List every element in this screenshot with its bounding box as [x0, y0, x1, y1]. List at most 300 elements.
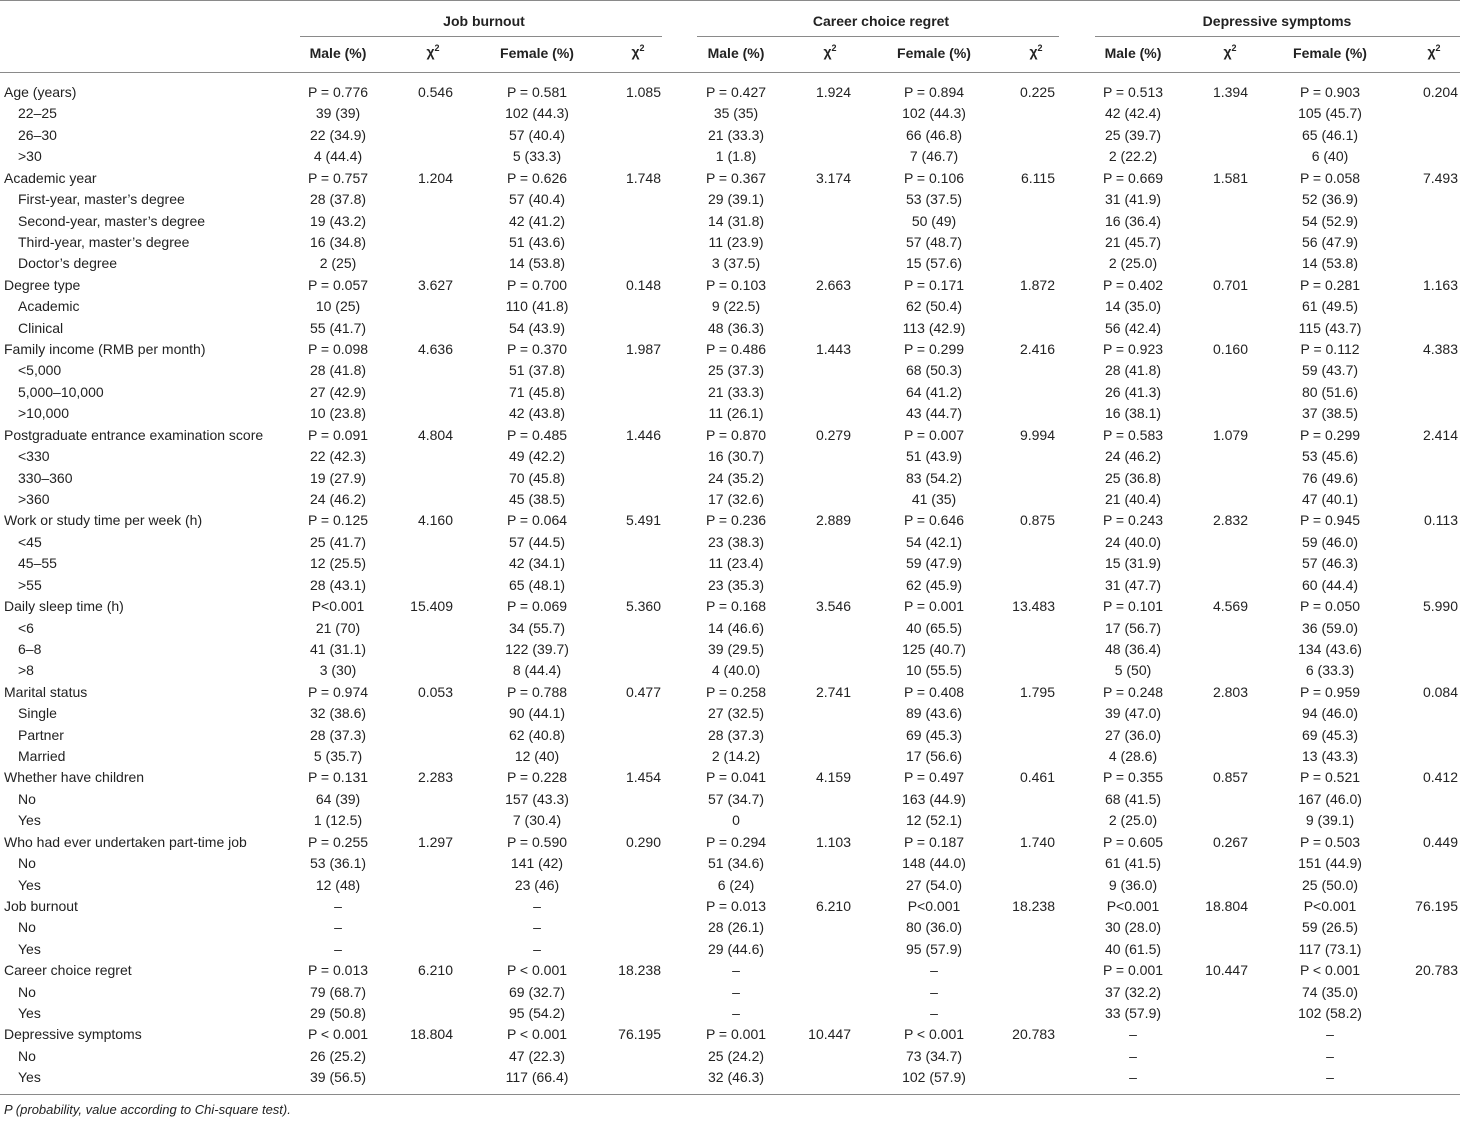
table-cell: 4.636 [417, 341, 453, 358]
table-row [0, 682, 1460, 703]
row-label: Postgraduate entrance examination score [4, 426, 264, 443]
table-cell: 51 (34.6) [707, 855, 765, 872]
table-cell: 9 (36.0) [1108, 876, 1158, 893]
table-cell: – [732, 983, 740, 1000]
table-cell: 10 (25) [315, 298, 361, 315]
table-row [0, 403, 1460, 424]
row-label: <6 [18, 619, 34, 636]
table-cell: P = 0.103 [705, 276, 767, 293]
table-cell: 2.832 [1212, 512, 1248, 529]
table-cell: 21 (33.3) [707, 126, 765, 143]
table-cell: 3.174 [815, 169, 851, 186]
table-cell: – [334, 919, 342, 936]
table-cell: 56 (42.4) [1104, 319, 1162, 336]
table-cell: 39 (39) [315, 105, 361, 122]
table-cell: 12 (25.5) [309, 555, 367, 572]
row-label: >10,000 [18, 405, 69, 422]
table-cell: 1 (12.5) [313, 812, 363, 829]
col-header-jb-male-chi: $\chi^2$ [426, 43, 440, 60]
table-row [0, 982, 1460, 1003]
table-cell: 25 (24.2) [707, 1047, 765, 1064]
table-cell: 65 (48.1) [508, 576, 566, 593]
table-cell: 134 (43.6) [1298, 640, 1362, 657]
table-cell: 71 (45.8) [508, 383, 566, 400]
table-cell: 29 (50.8) [309, 1005, 367, 1022]
table-cell: 28 (41.8) [1104, 362, 1162, 379]
table-cell: 53 (36.1) [309, 855, 367, 872]
table-cell: 68 (50.3) [905, 362, 963, 379]
table-cell: P = 0.125 [307, 512, 369, 529]
table-cell: 14 (31.8) [707, 212, 765, 229]
table-cell: 16 (36.4) [1104, 212, 1162, 229]
table-cell: 59 (26.5) [1301, 919, 1359, 936]
table-cell: – [930, 983, 938, 1000]
row-label: Yes [18, 1069, 41, 1086]
row-label: <330 [18, 448, 50, 465]
group-header-career-choice-regret: Career choice regret [812, 13, 950, 29]
table-cell: 2 (22.2) [1108, 148, 1158, 165]
table-cell: 9 (22.5) [711, 298, 761, 315]
table-cell: P = 0.058 [1299, 169, 1361, 186]
table-row [0, 746, 1460, 767]
table-cell: – [533, 940, 541, 957]
table-row [0, 896, 1460, 917]
table-cell: 57 (44.5) [508, 533, 566, 550]
table-cell: 1.079 [1212, 426, 1248, 443]
table-cell: 7.493 [1422, 169, 1458, 186]
table-cell: 28 (37.3) [309, 726, 367, 743]
table-cell: P = 0.171 [903, 276, 965, 293]
table-cell: 15 (31.9) [1104, 555, 1162, 572]
table-cell: P = 0.788 [506, 683, 568, 700]
table-cell: 54 (52.9) [1301, 212, 1359, 229]
row-label: Doctor’s degree [18, 255, 118, 272]
table-cell: 13 (43.3) [1301, 748, 1359, 765]
table-row [0, 253, 1460, 274]
table-cell: P = 0.091 [307, 426, 369, 443]
table-cell: 7 (30.4) [512, 812, 562, 829]
table-cell: 27 (54.0) [905, 876, 963, 893]
row-label: >55 [18, 576, 42, 593]
table-row [0, 103, 1460, 124]
table-cell: P = 0.408 [903, 683, 965, 700]
table-cell: 0.204 [1422, 84, 1458, 100]
table-row [0, 168, 1460, 189]
table-cell: 102 (58.2) [1298, 1005, 1362, 1022]
table-cell: P = 0.050 [1299, 598, 1361, 615]
table-cell: 60 (44.4) [1301, 576, 1359, 593]
table-cell: 95 (54.2) [508, 1005, 566, 1022]
table-cell: 62 (50.4) [905, 298, 963, 315]
table-row [0, 789, 1460, 810]
table-cell: 26 (25.2) [309, 1047, 367, 1064]
table-cell: 17 (32.6) [707, 490, 765, 507]
table-cell: 25 (39.7) [1104, 126, 1162, 143]
table-cell: 0.857 [1212, 769, 1248, 786]
table-cell: 0.148 [625, 276, 661, 293]
row-label: Degree type [4, 276, 81, 293]
table-cell: 42 (41.2) [508, 212, 566, 229]
table-cell: 62 (45.9) [905, 576, 963, 593]
table-cell: – [930, 1005, 938, 1022]
table-row [0, 360, 1460, 381]
table-cell: 57 (34.7) [707, 790, 765, 807]
table-cell: P = 0.646 [903, 512, 965, 529]
table-cell: 35 (35) [713, 105, 759, 122]
row-label: Second-year, master’s degree [18, 212, 206, 229]
table-row [0, 553, 1460, 574]
table-cell: P = 0.299 [903, 341, 965, 358]
table-cell: 64 (39) [315, 790, 361, 807]
table-row [0, 125, 1460, 146]
group-underline-depressive-symptoms [1095, 36, 1460, 37]
table-cell: P = 0.486 [705, 341, 767, 358]
table-cell: 5.990 [1422, 598, 1458, 615]
table-cell: 11 (26.1) [708, 405, 764, 422]
table-cell: 27 (32.5) [707, 705, 765, 722]
table-cell: 80 (36.0) [905, 919, 963, 936]
table-cell: 28 (37.3) [707, 726, 765, 743]
footnote: P (probability, value according to Chi-square test). [4, 1102, 291, 1117]
table-cell: 102 (57.9) [902, 1069, 966, 1086]
col-header-ccr-female-chi: $\chi^2$ [1029, 43, 1043, 60]
table-cell: 39 (47.0) [1104, 705, 1162, 722]
table-row [0, 318, 1460, 339]
table-cell: P = 0.281 [1299, 276, 1361, 293]
table-cell: P = 0.001 [1102, 962, 1164, 979]
table-cell: 110 (41.8) [505, 298, 569, 315]
table-cell: 53 (37.5) [905, 191, 963, 208]
table-cell: 151 (44.9) [1298, 855, 1362, 872]
table-cell: P = 0.513 [1102, 84, 1164, 100]
table-cell: 163 (44.9) [902, 790, 966, 807]
table-cell: 45 (38.5) [508, 490, 566, 507]
col-header-jb-female: Female (%) [500, 45, 574, 61]
table-cell: P = 0.294 [705, 833, 767, 850]
table-cell: 2.663 [815, 276, 851, 293]
table-cell: 57 (40.4) [508, 191, 566, 208]
row-label: First-year, master’s degree [18, 191, 185, 208]
table-cell: 105 (45.7) [1298, 105, 1362, 122]
row-label: Depressive symptoms [4, 1026, 142, 1043]
table-cell: 52 (36.9) [1301, 191, 1359, 208]
table-cell: 76.195 [618, 1026, 661, 1043]
table-cell: 39 (29.5) [707, 640, 765, 657]
table-cell: 157 (43.3) [505, 790, 569, 807]
table-cell: 47 (40.1) [1301, 490, 1359, 507]
table-cell: P = 0.131 [307, 769, 369, 786]
table-cell: 32 (38.6) [309, 705, 367, 722]
table-cell: 57 (48.7) [905, 233, 963, 250]
table-cell: 2 (25.0) [1108, 812, 1158, 829]
table-cell: 17 (56.6) [905, 748, 963, 765]
table-cell: – [1326, 1026, 1334, 1043]
table-cell: P < 0.001 [307, 1026, 369, 1043]
table-cell: 83 (54.2) [905, 469, 963, 486]
table-row [0, 596, 1460, 617]
table-cell: 117 (73.1) [1298, 940, 1362, 957]
table-cell: P = 0.959 [1299, 683, 1361, 700]
table-row [0, 917, 1460, 938]
table-cell: 23 (46) [514, 876, 560, 893]
table-cell: 36 (59.0) [1301, 619, 1359, 636]
table-row [0, 82, 1460, 103]
table-cell: 2.283 [417, 769, 453, 786]
table-cell: 0.225 [1019, 84, 1055, 100]
table-cell: 1.204 [417, 169, 453, 186]
table-cell: 51 (43.6) [508, 233, 566, 250]
table-cell: 5 (33.3) [512, 148, 562, 165]
table-cell: 0.875 [1019, 512, 1055, 529]
table-cell: P = 0.001 [705, 1026, 767, 1043]
table-cell: 0.160 [1212, 341, 1248, 358]
table-cell: 1.446 [625, 426, 661, 443]
table-row [0, 425, 1460, 446]
table-cell: 2 (25) [319, 255, 357, 272]
group-header-job-burnout: Job burnout [443, 13, 525, 29]
table-cell: 6.210 [815, 897, 851, 914]
table-cell: 76.195 [1415, 897, 1458, 914]
table-cell: 79 (68.7) [309, 983, 367, 1000]
table-cell: P = 0.757 [307, 169, 369, 186]
table-cell: 66 (46.8) [905, 126, 963, 143]
row-label: Married [18, 748, 66, 765]
table-cell: 24 (46.2) [1104, 448, 1162, 465]
table-cell: 48 (36.3) [707, 319, 765, 336]
table-cell: P = 0.903 [1299, 84, 1361, 100]
table-cell: 2.889 [815, 512, 851, 529]
row-label: Academic [18, 298, 80, 315]
table-cell: 30 (28.0) [1104, 919, 1162, 936]
col-header-ds-male-chi: $\chi^2$ [1223, 43, 1237, 60]
table-cell: 20.783 [1415, 962, 1458, 979]
table-cell: P = 0.367 [705, 169, 767, 186]
row-label: No [18, 855, 36, 872]
table-cell: 6 (40) [1311, 148, 1349, 165]
table-cell: 1.748 [625, 169, 661, 186]
table-cell: 22 (42.3) [309, 448, 367, 465]
table-cell: P = 0.355 [1102, 769, 1164, 786]
row-label: Clinical [18, 319, 64, 336]
group-underline-career-choice-regret [697, 36, 1059, 37]
table-cell: 0 [732, 812, 740, 829]
table-cell: 1.163 [1422, 276, 1458, 293]
table-cell: 5 (50) [1114, 662, 1152, 679]
table-cell: P<0.001 [1303, 897, 1357, 914]
table-cell: P = 0.583 [1102, 426, 1164, 443]
table-cell: 1.443 [815, 341, 851, 358]
table-cell: 3 (30) [319, 662, 357, 679]
table-cell: P = 0.098 [307, 341, 369, 358]
row-label: Daily sleep time (h) [4, 598, 124, 615]
table-cell: 20.783 [1012, 1026, 1055, 1043]
table-row [0, 725, 1460, 746]
table-cell: P = 0.101 [1102, 598, 1164, 615]
table-cell: 33 (57.9) [1104, 1005, 1162, 1022]
table-cell: 21 (33.3) [707, 383, 765, 400]
table-cell: P = 0.228 [506, 769, 568, 786]
table-cell: P = 0.626 [506, 169, 568, 186]
table-cell: 4 (40.0) [711, 662, 761, 679]
table-cell: 69 (45.3) [1301, 726, 1359, 743]
table-cell: 11 (23.9) [708, 233, 764, 250]
table-cell: 23 (38.3) [707, 533, 765, 550]
table-cell: 16 (34.8) [309, 233, 367, 250]
table-cell: 23 (35.3) [707, 576, 765, 593]
table-cell: 6 (33.3) [1305, 662, 1355, 679]
table-cell: 2 (14.2) [711, 748, 761, 765]
table-cell: 117 (66.4) [505, 1069, 569, 1086]
table-cell: 1 (1.8) [715, 148, 757, 165]
table-cell: 61 (41.5) [1104, 855, 1162, 872]
table-cell: 0.701 [1212, 276, 1248, 293]
table-cell: P = 0.945 [1299, 512, 1361, 529]
table-cell: 53 (45.6) [1301, 448, 1359, 465]
table-cell: 102 (44.3) [902, 105, 966, 122]
table-cell: 14 (53.8) [508, 255, 566, 272]
table-cell: 21 (40.4) [1104, 490, 1162, 507]
table-cell: – [930, 962, 938, 979]
table-cell: 8 (44.4) [512, 662, 562, 679]
table-row [0, 939, 1460, 960]
table-cell: – [533, 919, 541, 936]
table-cell: P = 0.427 [705, 84, 767, 100]
table-cell: 12 (52.1) [905, 812, 963, 829]
row-label: Whether have children [4, 769, 145, 786]
table-cell: 18.238 [618, 962, 661, 979]
table-cell: 0.053 [417, 683, 453, 700]
table-cell: 0.546 [417, 84, 453, 100]
table-cell: P = 0.236 [705, 512, 767, 529]
table-cell: P = 0.894 [903, 84, 965, 100]
row-label: 330–360 [18, 469, 73, 486]
table-cell: 3 (37.5) [711, 255, 761, 272]
table-cell: 1.740 [1019, 833, 1055, 850]
table-cell: 80 (51.6) [1301, 383, 1359, 400]
table-row [0, 189, 1460, 210]
table-cell: 125 (40.7) [902, 640, 966, 657]
table-row [0, 146, 1460, 167]
table-row [0, 703, 1460, 724]
table-cell: P = 0.013 [307, 962, 369, 979]
table-cell: 4 (44.4) [313, 148, 363, 165]
table-cell: P = 0.521 [1299, 769, 1361, 786]
table-cell: P = 0.001 [903, 598, 965, 615]
table-cell: 24 (35.2) [707, 469, 765, 486]
row-label: 26–30 [18, 126, 57, 143]
table-row [0, 767, 1460, 788]
table-cell: P = 0.485 [506, 426, 568, 443]
row-label: >360 [18, 490, 50, 507]
col-header-ccr-female: Female (%) [897, 45, 971, 61]
table-cell: 10 (23.8) [309, 405, 367, 422]
table-cell: 5.491 [625, 512, 661, 529]
row-label: Age (years) [4, 84, 77, 100]
bottom-rule [0, 1094, 1460, 1095]
table-cell: 1.103 [815, 833, 851, 850]
row-label: 6–8 [18, 640, 42, 657]
table-cell: 22 (34.9) [309, 126, 367, 143]
table-cell: P = 0.581 [506, 84, 568, 100]
table-cell: 0.279 [815, 426, 851, 443]
table-cell: 14 (53.8) [1301, 255, 1359, 272]
row-label: Yes [18, 876, 41, 893]
group-header-depressive-symptoms: Depressive symptoms [1202, 13, 1352, 29]
table-cell: 0.290 [625, 833, 661, 850]
table-cell: P = 0.168 [705, 598, 767, 615]
table-cell: 54 (43.9) [508, 319, 566, 336]
table-cell: 1.924 [815, 84, 851, 100]
table-cell: 42 (43.8) [508, 405, 566, 422]
table-cell: P = 0.057 [307, 276, 369, 293]
table-cell: 59 (43.7) [1301, 362, 1359, 379]
table-cell: 25 (41.7) [309, 533, 367, 550]
table-cell: 16 (38.1) [1104, 405, 1162, 422]
table-cell: 31 (41.9) [1104, 191, 1162, 208]
table-cell: 28 (26.1) [707, 919, 765, 936]
row-label: No [18, 919, 36, 936]
table-row [0, 639, 1460, 660]
table-row [0, 832, 1460, 853]
table-cell: P = 0.503 [1299, 833, 1361, 850]
table-cell: 0.461 [1019, 769, 1055, 786]
table-cell: P = 0.007 [903, 426, 965, 443]
table-row [0, 232, 1460, 253]
table-cell: 54 (42.1) [905, 533, 963, 550]
table-cell: 10.447 [1205, 962, 1248, 979]
table-cell: 37 (32.2) [1104, 983, 1162, 1000]
table-cell: 4.159 [815, 769, 851, 786]
table-cell: 70 (45.8) [508, 469, 566, 486]
table-cell: 2.414 [1422, 426, 1458, 443]
table-cell: – [732, 962, 740, 979]
table-cell: 25 (37.3) [707, 362, 765, 379]
table-cell: 51 (43.9) [905, 448, 963, 465]
table-cell: 14 (46.6) [707, 619, 765, 636]
table-cell: 50 (49) [911, 212, 957, 229]
table-row [0, 275, 1460, 296]
table-cell: 27 (36.0) [1104, 726, 1162, 743]
table-cell: 43 (44.7) [905, 405, 963, 422]
table-cell: 1.085 [625, 84, 661, 100]
row-label: Marital status [4, 683, 88, 700]
row-label: Work or study time per week (h) [4, 512, 203, 529]
table-cell: 3.627 [417, 276, 453, 293]
table-cell: 17 (56.7) [1104, 619, 1162, 636]
table-cell: 6.210 [417, 962, 453, 979]
col-header-ds-female: Female (%) [1293, 45, 1367, 61]
table-cell: – [533, 897, 541, 914]
table-row [0, 510, 1460, 531]
table-row [0, 853, 1460, 874]
table-cell: 21 (45.7) [1104, 233, 1162, 250]
table-cell: P = 0.776 [307, 84, 369, 100]
table-cell: 0.449 [1422, 833, 1458, 850]
table-cell: 4.160 [417, 512, 453, 529]
table-cell: 57 (46.3) [1301, 555, 1359, 572]
table-cell: – [1326, 1069, 1334, 1086]
table-cell: 14 (35.0) [1104, 298, 1162, 315]
row-label: Academic year [4, 169, 97, 186]
table-cell: 40 (61.5) [1104, 940, 1162, 957]
table-cell: P < 0.001 [903, 1026, 965, 1043]
table-cell: P = 0.605 [1102, 833, 1164, 850]
table-cell: 15 (57.6) [905, 255, 963, 272]
table-cell: 29 (39.1) [707, 191, 765, 208]
table-row [0, 1003, 1460, 1024]
table-cell: 167 (46.0) [1298, 790, 1362, 807]
table-cell: 69 (45.3) [905, 726, 963, 743]
